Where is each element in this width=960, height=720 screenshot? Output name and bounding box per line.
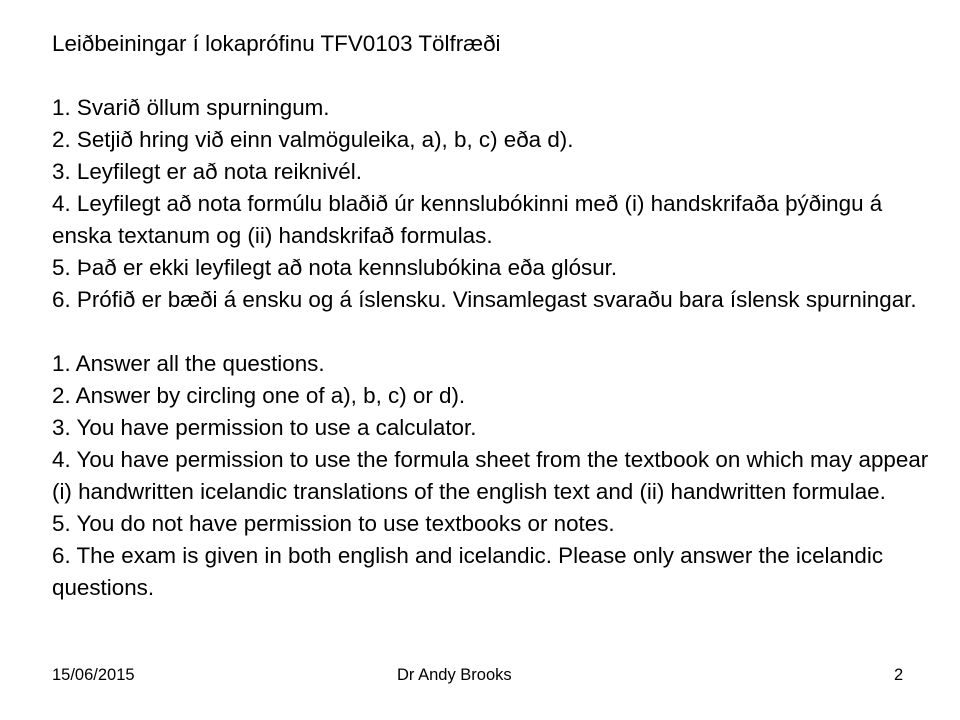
icelandic-instruction-2: 2. Setjið hring við einn valmöguleika, a), b, c) eða d). [52, 127, 574, 152]
spacer [52, 316, 932, 348]
english-instruction-1: 1. Answer all the questions. [52, 351, 325, 376]
english-instruction-2: 2. Answer by circling one of a), b, c) or d). [52, 383, 466, 408]
english-instruction-4: 4. You have permission to use the formula sheet from the textbook on which may appear (i) handwritten icelandic translations of the english text and (ii) handwritten formulae. [52, 447, 929, 504]
icelandic-instruction-1: 1. Svarið öllum spurningum. [52, 95, 330, 120]
icelandic-instruction-4: 4. Leyfilegt að nota formúlu blaðið úr kennslubókinni með (i) handskrifaða þýðingu á enska textanum og (ii) handskrifað formulas. [52, 191, 883, 248]
icelandic-instruction-6: 6. Prófið er bæði á ensku og á íslensku. Vinsamlegast svaraðu bara íslensk spurningar. [52, 287, 917, 312]
icelandic-instruction-5: 5. Það er ekki leyfilegt að nota kennslubókina eða glósur. [52, 255, 618, 280]
footer-author: Dr Andy Brooks [397, 666, 512, 684]
spacer [52, 60, 932, 92]
english-instruction-5: 5. You do not have permission to use textbooks or notes. [52, 511, 615, 536]
slide-body [52, 28, 932, 604]
footer-page-number: 2 [894, 666, 904, 684]
icelandic-instruction-3: 3. Leyfilegt er að nota reiknivél. [52, 159, 362, 184]
slide-title: Leiðbeiningar í lokaprófinu TFV0103 Tölfræði [52, 31, 501, 56]
footer-date: 15/06/2015 [52, 666, 135, 684]
english-instruction-3: 3. You have permission to use a calculator. [52, 415, 477, 440]
english-instruction-6: 6. The exam is given in both english and icelandic. Please only answer the icelandic questions. [52, 543, 884, 600]
